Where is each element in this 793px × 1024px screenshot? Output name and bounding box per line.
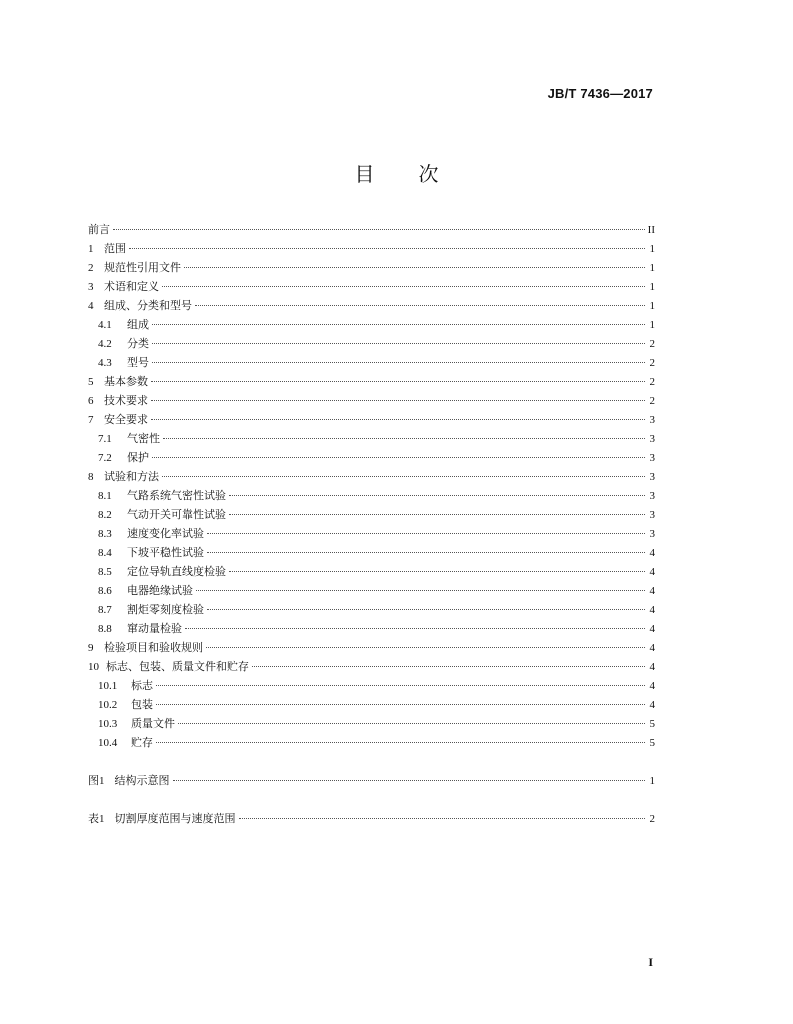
toc-entry-title: 组成 <box>127 319 149 331</box>
toc-entry-title: 电器绝缘试验 <box>127 585 193 597</box>
toc-entry-number: 1 <box>88 243 94 255</box>
toc-entry-8-6[interactable] <box>88 582 655 601</box>
toc-entry-number: 4.1 <box>98 319 112 331</box>
toc-entry-number: 8.2 <box>98 509 112 521</box>
toc-leader-dots <box>207 552 645 553</box>
toc-entry-10-4[interactable] <box>88 734 655 753</box>
toc-leader-dots <box>156 685 645 686</box>
toc-table-1[interactable] <box>88 810 655 829</box>
toc-entry-10-3[interactable] <box>88 715 655 734</box>
toc-entry-page: 3 <box>649 528 655 540</box>
toc-entry-8[interactable] <box>88 468 655 487</box>
toc-leader-dots <box>162 286 645 287</box>
toc-entry-number: 10.1 <box>98 680 118 692</box>
toc-entry-7-1[interactable] <box>88 430 655 449</box>
toc-entry-title: 割炬零刻度检验 <box>127 604 204 616</box>
toc-entry-number: 8.8 <box>98 623 112 635</box>
toc-entry-title: 安全要求 <box>104 414 148 426</box>
toc-entry-title: 气路系统气密性试验 <box>127 490 226 502</box>
toc-entry-number: 7.2 <box>98 452 112 464</box>
toc-leader-dots <box>113 229 645 230</box>
toc-entry-page: 3 <box>649 452 655 464</box>
toc-entry-number: 2 <box>88 262 94 274</box>
toc-table-page: 2 <box>649 813 655 825</box>
toc-entry-page: 1 <box>649 300 655 312</box>
toc-entry-title: 术语和定义 <box>104 281 159 293</box>
toc-entry-number: 3 <box>88 281 94 293</box>
toc-entry-page: 2 <box>649 376 655 388</box>
toc-entry-title: 下坡平稳性试验 <box>127 547 204 559</box>
toc-leader-dots <box>206 647 645 648</box>
toc-entry-foreword[interactable] <box>88 221 655 240</box>
toc-entry-title: 速度变化率试验 <box>127 528 204 540</box>
toc-leader-dots <box>152 343 645 344</box>
toc-entry-8-5[interactable] <box>88 563 655 582</box>
toc-entry-3[interactable] <box>88 278 655 297</box>
toc-entry-number: 6 <box>88 395 94 407</box>
toc-leader-dots <box>195 305 645 306</box>
toc-entry-8-3[interactable] <box>88 525 655 544</box>
toc-leader-dots <box>229 571 645 572</box>
toc-entry-number: 10.3 <box>98 718 118 730</box>
toc-entry-page: 2 <box>649 395 655 407</box>
toc-entry-4-3[interactable] <box>88 354 655 373</box>
table-of-contents <box>88 221 655 829</box>
toc-entry-number: 10 <box>88 661 99 673</box>
toc-entry-2[interactable] <box>88 259 655 278</box>
toc-entry-number: 8.5 <box>98 566 112 578</box>
toc-leader-dots <box>152 457 645 458</box>
toc-leader-dots <box>252 666 645 667</box>
toc-leader-dots <box>239 818 646 819</box>
toc-entry-page: 1 <box>649 281 655 293</box>
toc-entry-4-2[interactable] <box>88 335 655 354</box>
toc-leader-dots <box>152 362 645 363</box>
toc-leader-dots <box>152 324 645 325</box>
toc-entry-page: 3 <box>649 433 655 445</box>
toc-entry-title: 基本参数 <box>104 376 148 388</box>
toc-entry-page: 1 <box>649 243 655 255</box>
toc-entry-page: 4 <box>649 623 655 635</box>
toc-entry-title: 分类 <box>127 338 149 350</box>
toc-entry-page: 3 <box>649 490 655 502</box>
toc-entry-number: 4.3 <box>98 357 112 369</box>
toc-entry-title: 标志 <box>131 680 153 692</box>
toc-table-number: 表1 <box>88 813 105 825</box>
toc-entry-page: 1 <box>649 262 655 274</box>
toc-entry-1[interactable] <box>88 240 655 259</box>
toc-entry-8-4[interactable] <box>88 544 655 563</box>
toc-leader-dots <box>151 381 645 382</box>
toc-figure-1[interactable] <box>88 772 655 791</box>
toc-figure-page: 1 <box>649 775 655 787</box>
toc-figure-number: 图1 <box>88 775 105 787</box>
toc-entry-number: 5 <box>88 376 94 388</box>
toc-entry-page: 4 <box>649 680 655 692</box>
toc-entry-5[interactable] <box>88 373 655 392</box>
toc-entry-10-1[interactable] <box>88 677 655 696</box>
toc-leader-dots <box>151 419 645 420</box>
toc-entry-title: 规范性引用文件 <box>104 262 181 274</box>
toc-entry-number: 7 <box>88 414 94 426</box>
toc-entry-page: II <box>647 224 655 236</box>
toc-entry-8-2[interactable] <box>88 506 655 525</box>
toc-entry-title: 窜动量检验 <box>127 623 182 635</box>
toc-entry-number: 9 <box>88 642 94 654</box>
toc-entry-number: 8 <box>88 471 94 483</box>
toc-leader-dots <box>229 514 645 515</box>
toc-leader-dots <box>207 609 645 610</box>
toc-entry-10[interactable] <box>88 658 655 677</box>
toc-title-right: 次 <box>418 162 439 186</box>
toc-leader-dots <box>156 704 645 705</box>
toc-entry-title: 技术要求 <box>104 395 148 407</box>
toc-entry-page: 3 <box>649 509 655 521</box>
toc-entry-title: 试验和方法 <box>104 471 159 483</box>
toc-entry-page: 4 <box>649 661 655 673</box>
toc-entry-title: 检验项目和验收规则 <box>104 642 203 654</box>
toc-entry-7-2[interactable] <box>88 449 655 468</box>
toc-entry-7[interactable] <box>88 411 655 430</box>
toc-leader-dots <box>184 267 645 268</box>
toc-entry-page: 3 <box>649 471 655 483</box>
toc-entry-page: 4 <box>649 566 655 578</box>
toc-entry-title: 范围 <box>104 243 126 255</box>
toc-entry-number: 4 <box>88 300 94 312</box>
toc-entry-number: 10.4 <box>98 737 118 749</box>
toc-table-title: 切割厚度范围与速度范围 <box>114 813 236 825</box>
toc-entry-number: 10.2 <box>98 699 118 711</box>
toc-entry-page: 4 <box>649 699 655 711</box>
toc-entry-page: 5 <box>649 737 655 749</box>
toc-entry-title: 保护 <box>127 452 149 464</box>
toc-entry-8-7[interactable] <box>88 601 655 620</box>
toc-entry-title: 标志、包装、质量文件和贮存 <box>106 661 249 673</box>
toc-entry-number: 8.4 <box>98 547 112 559</box>
toc-entry-number: 7.1 <box>98 433 112 445</box>
toc-leader-dots <box>196 590 645 591</box>
toc-entry-9[interactable] <box>88 639 655 658</box>
toc-entry-page: 4 <box>649 604 655 616</box>
standard-number: JB/T 7436—2017 <box>547 86 653 101</box>
toc-entry-page: 4 <box>649 642 655 654</box>
toc-entry-page: 2 <box>649 357 655 369</box>
toc-entry-number: 4.2 <box>98 338 112 350</box>
toc-entry-4-1[interactable] <box>88 316 655 335</box>
toc-leader-dots <box>162 476 645 477</box>
toc-leader-dots <box>163 438 645 439</box>
toc-title <box>0 158 793 187</box>
toc-entry-page: 2 <box>649 338 655 350</box>
toc-entry-title: 型号 <box>127 357 149 369</box>
toc-entry-page: 4 <box>649 547 655 559</box>
toc-entry-4[interactable] <box>88 297 655 316</box>
toc-entry-number: 8.6 <box>98 585 112 597</box>
toc-figure-title: 结构示意图 <box>114 775 170 787</box>
toc-entry-title: 贮存 <box>131 737 153 749</box>
toc-leader-dots <box>151 400 645 401</box>
toc-leader-dots <box>178 723 645 724</box>
toc-entry-page: 1 <box>649 319 655 331</box>
toc-leader-dots <box>229 495 645 496</box>
toc-entry-title: 组成、分类和型号 <box>104 300 192 312</box>
toc-entry-page: 5 <box>649 718 655 730</box>
page-number: I <box>648 955 653 969</box>
toc-entry-8-1[interactable] <box>88 487 655 506</box>
toc-entry-number: 8.1 <box>98 490 112 502</box>
toc-leader-dots <box>207 533 645 534</box>
toc-entry-title: 包装 <box>131 699 153 711</box>
toc-entry-title: 气密性 <box>127 433 160 445</box>
toc-leader-dots <box>156 742 645 743</box>
toc-entry-title: 质量文件 <box>131 718 175 730</box>
toc-entry-number: 8.7 <box>98 604 112 616</box>
toc-entry-8-8[interactable] <box>88 620 655 639</box>
toc-entry-title: 前言 <box>88 224 110 236</box>
toc-entry-6[interactable] <box>88 392 655 411</box>
toc-entry-title: 气动开关可靠性试验 <box>127 509 226 521</box>
toc-title-left: 目 <box>354 162 375 186</box>
toc-leader-dots <box>129 248 645 249</box>
toc-entry-page: 3 <box>649 414 655 426</box>
toc-entry-10-2[interactable] <box>88 696 655 715</box>
toc-entry-number: 8.3 <box>98 528 112 540</box>
toc-leader-dots <box>173 780 646 781</box>
toc-entry-title: 定位导轨直线度检验 <box>127 566 226 578</box>
toc-leader-dots <box>185 628 645 629</box>
toc-entry-page: 4 <box>649 585 655 597</box>
